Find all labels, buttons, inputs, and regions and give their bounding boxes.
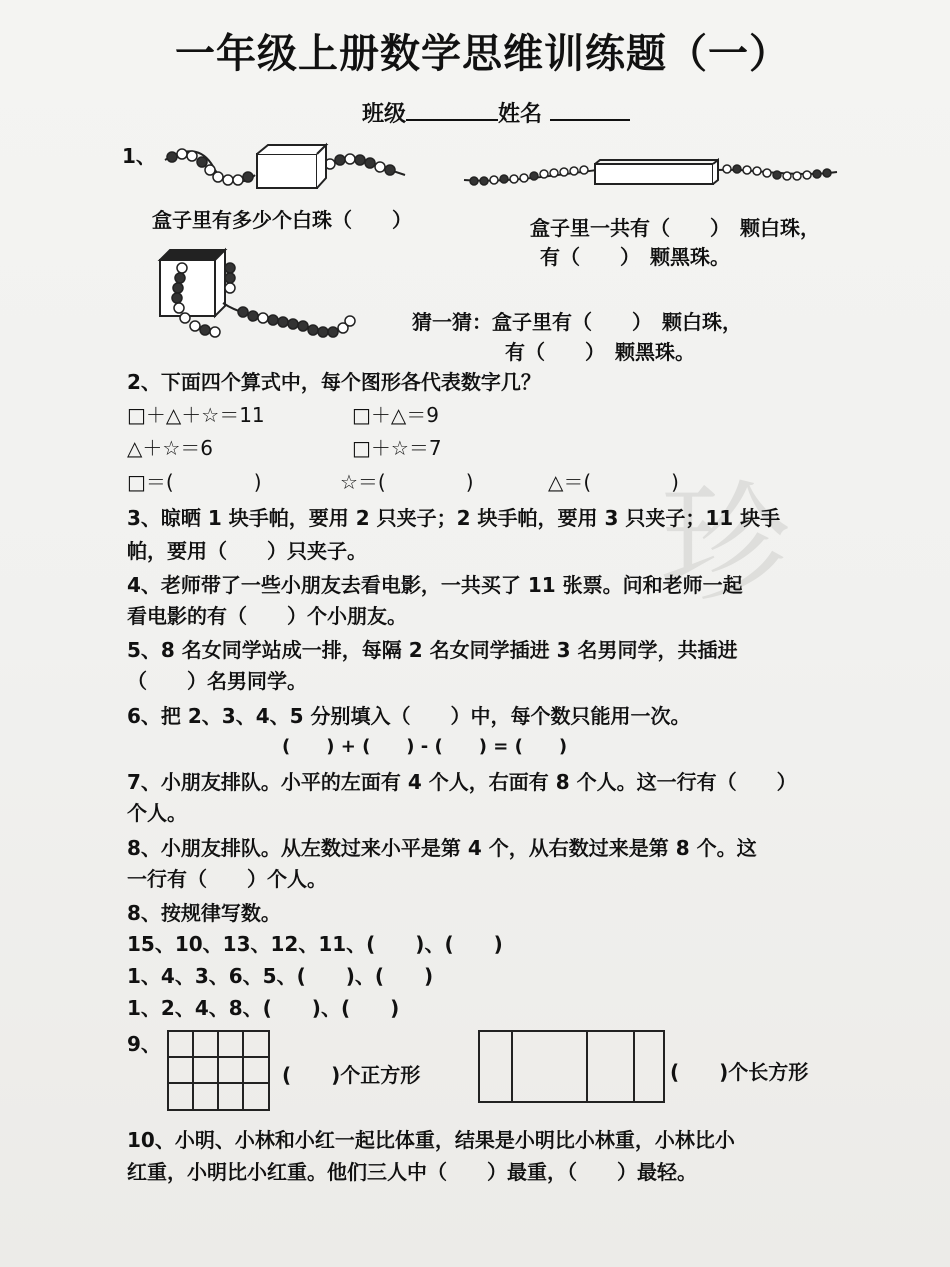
square-grid-figure	[167, 1030, 271, 1112]
q4-line2: 看电影的有（ ）个小朋友。	[127, 604, 407, 628]
q1-right-question-1: 盒子里一共有（ ） 颗白珠，	[530, 216, 820, 240]
q10-line1: 10、小明、小林和小红一起比体重，结果是小明比小林重，小林比小	[127, 1128, 735, 1152]
name-label: 姓名	[498, 102, 543, 127]
rectangle-strip-figure	[478, 1030, 666, 1104]
beads-cube-figure	[155, 248, 360, 348]
beads-box-figure-2	[462, 158, 842, 193]
q8a-line2: 一行有（ ）个人。	[127, 867, 327, 891]
q8b-sequence-2[interactable]: 1、4、3、6、5、( )、( )	[127, 964, 434, 988]
q4-line1: 4、老师带了一些小朋友去看电影，一共买了 11 张票。问和老师一起	[127, 573, 743, 597]
q2-eq3: △＋☆＝6	[127, 436, 214, 460]
page-title: 一年级上册数学思维训练题（一）	[175, 31, 790, 77]
q1-guess-2: 有（ ） 颗黑珠。	[505, 340, 695, 364]
q2-eq2: □＋△＝9	[352, 403, 440, 427]
q2-eq1: □＋△＋☆＝11	[127, 403, 265, 427]
class-name-line	[362, 104, 630, 126]
q1-right-question-2: 有（ ） 颗黑珠。	[540, 245, 730, 269]
q6-line1: 6、把 2、3、4、5 分别填入（ ）中，每个数只能用一次。	[127, 704, 691, 728]
q9-squares-answer[interactable]: ( )个正方形	[282, 1063, 421, 1087]
q9-number: 9、	[127, 1032, 161, 1056]
class-blank[interactable]	[406, 119, 498, 121]
q8a-line1: 8、小朋友排队。从左数过来小平是第 4 个，从右数过来是第 8 个。这	[127, 836, 757, 860]
q8b-sequence-3[interactable]: 1、2、4、8、( )、( )	[127, 996, 400, 1020]
q3-line1: 3、晾晒 1 块手帕，要用 2 只夹子；2 块手帕，要用 3 只夹子；11 块手	[127, 506, 781, 530]
q2-answer-square[interactable]: □＝( )	[127, 470, 262, 494]
q3-line2: 帕，要用（ ）只夹子。	[127, 539, 367, 563]
q9-rectangles-answer[interactable]: ( )个长方形	[670, 1060, 809, 1084]
q2-eq4: □＋☆＝7	[352, 436, 442, 460]
beads-box-figure-1	[160, 140, 410, 195]
q1-left-question: 盒子里有多少个白珠（ ）	[152, 208, 412, 232]
name-blank[interactable]	[550, 119, 630, 121]
watermark: 珍	[660, 468, 791, 620]
q8b-text: 8、按规律写数。	[127, 901, 281, 925]
q7-line1: 7、小朋友排队。小平的左面有 4 个人，右面有 8 个人。这一行有（ ）	[127, 770, 797, 794]
q7-line2: 个人。	[127, 801, 187, 825]
q1-guess-1: 猜一猜：盒子里有（ ） 颗白珠，	[412, 310, 742, 334]
q5-line2: （ ）名男同学。	[127, 669, 307, 693]
q5-line1: 5、8 名女同学站成一排，每隔 2 名女同学插进 3 名男同学，共插进	[127, 638, 738, 662]
q1-number: 1、	[122, 144, 156, 168]
q6-equation[interactable]: ( ) + ( ) - ( ) = ( )	[282, 736, 568, 757]
q2-answer-star[interactable]: ☆＝( )	[340, 470, 474, 494]
q2-answer-triangle[interactable]: △＝( )	[548, 470, 679, 494]
class-label: 班级	[362, 102, 407, 127]
q2-text: 2、下面四个算式中，每个图形各代表数字几？	[127, 370, 541, 394]
q10-line2: 红重，小明比小红重。他们三人中（ ）最重，（ ）最轻。	[127, 1160, 697, 1184]
q8b-sequence-1[interactable]: 15、10、13、12、11、( )、( )	[127, 932, 503, 956]
